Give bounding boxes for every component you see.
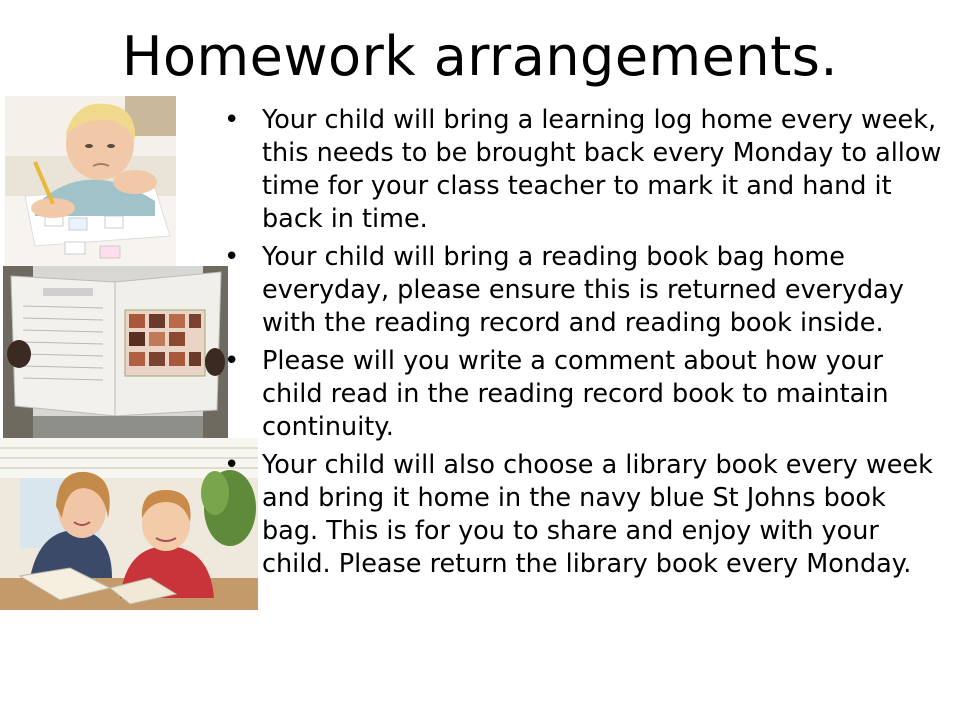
bullet-text: Your child will also choose a library book every week and bring it home in the navy blue St Johns book bag. This is for you to share and enjoy with your child. Please return the library book every Monday. — [262, 450, 933, 579]
photo-child-holding-book — [3, 266, 228, 438]
bullet-text: Please will you write a comment about how your child read in the reading record book to maintain continuity. — [262, 346, 889, 442]
photo-boy-writing — [5, 96, 176, 266]
bullet-marker: • — [224, 346, 240, 376]
bullet-item-library-book — [224, 449, 944, 581]
bullet-text: Your child will bring a learning log home every week, this needs to be brought back every Monday to allow time for your class teacher to mark it and hand it back in time. — [262, 105, 942, 234]
bullet-list — [224, 104, 944, 586]
photo-parent-child-reading — [0, 438, 258, 610]
bullet-marker: • — [224, 450, 240, 480]
bullet-item-reading-book-bag — [224, 241, 944, 340]
slide-title: Homework arrangements. — [121, 25, 839, 88]
bullet-item-reading-record-comment — [224, 345, 944, 444]
bullet-marker: • — [224, 105, 240, 135]
bullet-marker: • — [224, 242, 240, 272]
bullet-item-learning-log — [224, 104, 944, 236]
bullet-text: Your child will bring a reading book bag home everyday, please ensure this is returned everyday with the reading record and reading book inside. — [262, 242, 904, 338]
